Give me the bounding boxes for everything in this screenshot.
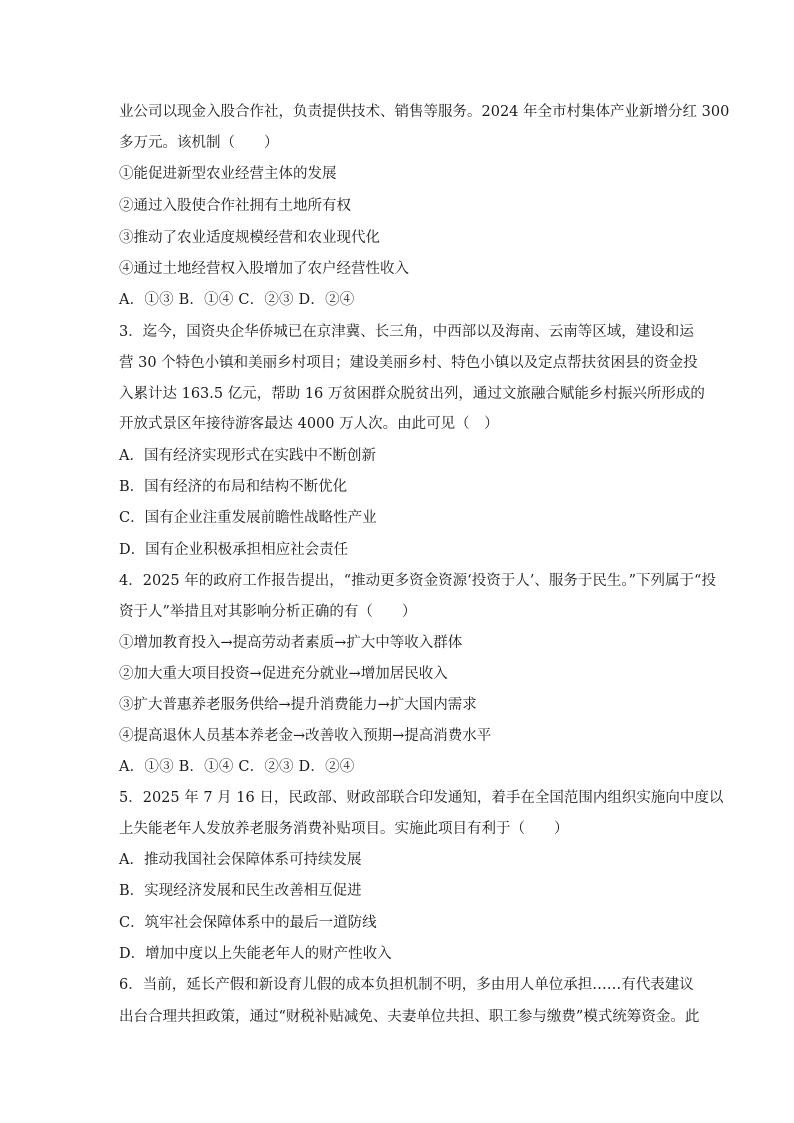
- question-3-line-2: 营 30 个特色小镇和美丽乡村项目；建设美丽乡村、特色小镇以及定点帮扶贫困县的资金投: [119, 355, 698, 371]
- question-6-line-1: 6．当前，延长产假和新设育儿假的成本负担机制不明，多由用人单位承担……有代表建议: [119, 977, 694, 993]
- question-5-option-c: C．筑牢社会保障体系中的最后一道防线: [119, 915, 377, 931]
- option-line-1: ①能促进新型农业经营主体的发展: [119, 166, 337, 182]
- question-3-line-3: 入累计达 163.5 亿元，帮助 16 万贫困群众脱贫出列，通过文旅融合赋能乡村振兴所形成的: [119, 386, 705, 402]
- question-5-option-a: A．推动我国社会保障体系可持续发展: [119, 852, 362, 868]
- question-5-option-b: B．实现经济发展和民生改善相互促进: [119, 883, 362, 899]
- question-3-line-4: 开放式景区年接待游客最达 4000 万人次。由此可见（ ）: [119, 416, 499, 432]
- answer-choices-2: A．①③ B．①④ C．②③ D．②④: [119, 292, 355, 308]
- question-4-line-2: 资于人”举措且对其影响分析正确的有（ ）: [119, 604, 417, 620]
- question-3-option-d: D．国有企业积极承担相应社会责任: [119, 542, 349, 558]
- question-3-option-a: A．国有经济实现形式在实践中不断创新: [119, 448, 376, 464]
- question-5-line-1: 5．2025 年 7 月 16 日，民政部、财政部联合印发通知，着手在全国范围内组织实施向中度以: [119, 790, 724, 806]
- question-4-line-1: 4．2025 年的政府工作报告提出，“推动更多资金资源‘投资于人’、服务于民生。”下列属于“投: [119, 573, 716, 589]
- option-line-4: ④通过土地经营权入股增加了农户经营性收入: [119, 261, 409, 277]
- question-3-line-1: 3．迄今，国资央企华侨城已在京津冀、长三角，中西部以及海南、云南等区域，建设和运: [119, 324, 694, 340]
- question-6-line-2: 出台合理共担政策，通过“财税补贴减免、夫妻单位共担、职工参与缴费”模式统筹资金。此: [119, 1009, 700, 1025]
- option-line-3: ③推动了农业适度规模经营和农业现代化: [119, 230, 380, 246]
- question-3-option-b: B．国有经济的布局和结构不断优化: [119, 479, 348, 495]
- text-line-1: 业公司以现金入股合作社，负责提供技术、销售等服务。2024 年全市村集体产业新增分红 300: [119, 104, 730, 120]
- question-4-item-3: ③扩大普惠养老服务供给→提升消费能力→扩大国内需求: [119, 697, 477, 713]
- question-4-item-4: ④提高退休人员基本养老金→改善收入预期→提高消费水平: [119, 728, 492, 744]
- question-4-answer-choices: A．①③ B．①④ C．②③ D．②④: [119, 759, 355, 775]
- question-3-option-c: C．国有企业注重发展前瞻性战略性产业: [119, 510, 377, 526]
- question-5-option-d: D．增加中度以上失能老年人的财产性收入: [119, 946, 392, 962]
- text-line-2: 多万元。该机制（ ）: [119, 135, 279, 151]
- question-5-line-2: 上失能老年人发放养老服务消费补贴项目。实施此项目有利于（ ）: [119, 821, 569, 837]
- question-4-item-1: ①增加教育投入→提高劳动者素质→扩大中等收入群体: [119, 635, 463, 651]
- option-line-2: ②通过入股使合作社拥有土地所有权: [119, 198, 351, 214]
- question-4-item-2: ②加大重大项目投资→促进充分就业→增加居民收入: [119, 666, 448, 682]
